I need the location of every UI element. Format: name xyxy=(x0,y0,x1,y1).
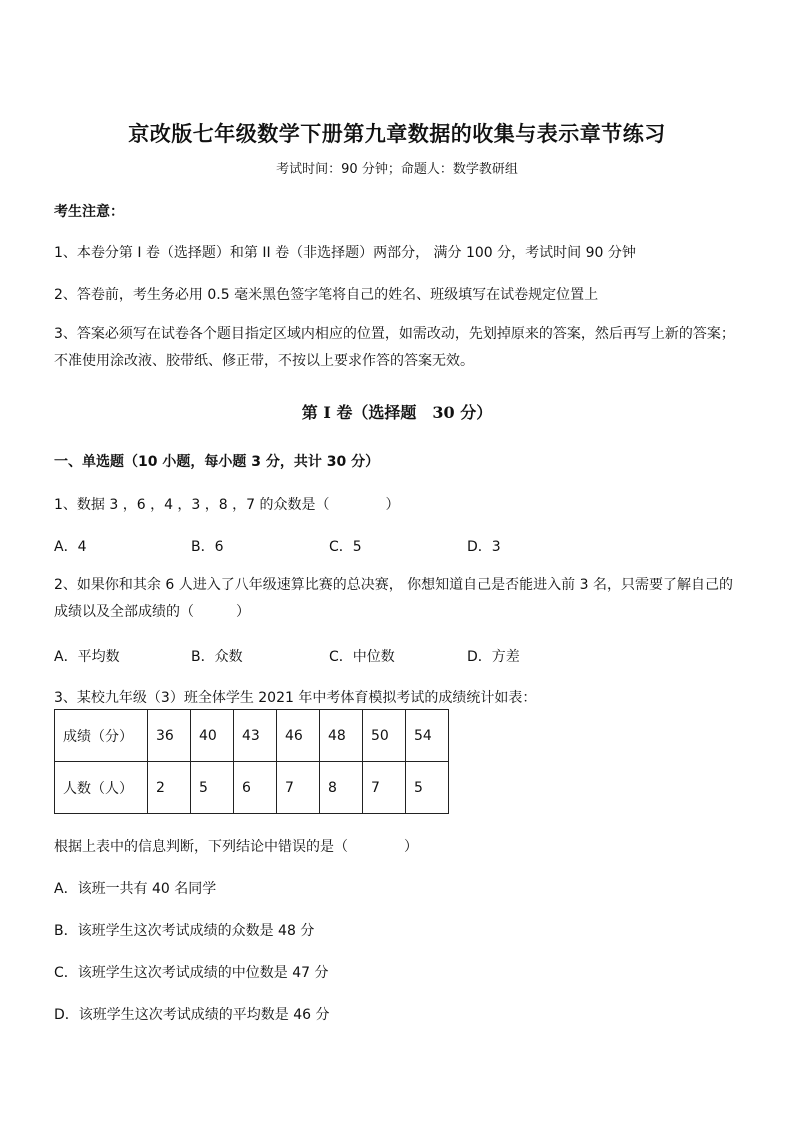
option-b: B．该班学生这次考试成绩的众数是 48 分 xyxy=(54,923,315,939)
table-cell: 5 xyxy=(191,762,234,814)
table-cell: 36 xyxy=(148,710,191,762)
notice-item: 1、本卷分第 I 卷（选择题）和第 II 卷（非选择题）两部分， 满分 100 分，考试时间 90 分钟 xyxy=(54,245,636,261)
score-table xyxy=(54,709,449,814)
table-cell: 43 xyxy=(234,710,277,762)
page-subtitle: 考试时间：90 分钟；命题人：数学教研组 xyxy=(276,162,518,177)
question-stem: 1、数据 3 ，6 ，4 ，3 ，8 ，7 的众数是（ ） xyxy=(54,497,400,513)
section-title: 第 I 卷（选择题 30 分） xyxy=(301,403,493,422)
table-cell: 8 xyxy=(320,762,363,814)
page-title: 京改版七年级数学下册第九章数据的收集与表示章节练习 xyxy=(128,121,666,146)
option-b: B．众数 xyxy=(191,649,243,665)
table-cell: 7 xyxy=(277,762,320,814)
notice-item: 2、答卷前，考生务必用 0.5 毫米黑色签字笔将自己的姓名、班级填写在试卷规定位置上 xyxy=(54,287,599,303)
notice-heading: 考生注意： xyxy=(54,204,124,220)
table-header-cell: 成绩（分） xyxy=(55,710,148,762)
option-a: A．4 xyxy=(54,539,87,555)
option-d: D．3 xyxy=(467,539,501,555)
table-cell: 40 xyxy=(191,710,234,762)
option-c: C．5 xyxy=(329,539,362,555)
part-heading: 一、单选题（10 小题，每小题 3 分，共计 30 分） xyxy=(54,454,380,470)
option-a: A．平均数 xyxy=(54,649,120,665)
notice-item: 3、答案必须写在试卷各个题目指定区域内相应的位置，如需改动，先划掉原来的答案，然后再写上新的答案；不准使用涂改液、胶带纸、修正带，不按以上要求作答的答案无效。 xyxy=(54,326,735,369)
table-cell: 2 xyxy=(148,762,191,814)
option-d: D．该班学生这次考试成绩的平均数是 46 分 xyxy=(54,1007,330,1023)
question-stem: 2、如果你和其余 6 人进入了八年级速算比赛的总决赛， 你想知道自己是否能进入前 3 名，只需要了解自己的成绩以及全部成绩的（ ） xyxy=(54,577,733,620)
table-cell: 6 xyxy=(234,762,277,814)
table-cell: 54 xyxy=(406,710,449,762)
table-row xyxy=(55,710,449,762)
table-header-cell: 人数（人） xyxy=(55,762,148,814)
table-row xyxy=(55,762,449,814)
option-d: D．方差 xyxy=(467,649,520,665)
table-cell: 46 xyxy=(277,710,320,762)
option-a: A．该班一共有 40 名同学 xyxy=(54,881,217,897)
question-stem: 3、某校九年级（3）班全体学生 2021 年中考体育模拟考试的成绩统计如表： xyxy=(54,690,537,706)
option-c: C．该班学生这次考试成绩的中位数是 47 分 xyxy=(54,965,329,981)
table-cell: 7 xyxy=(363,762,406,814)
table-cell: 48 xyxy=(320,710,363,762)
option-b: B．6 xyxy=(191,539,224,555)
table-cell: 50 xyxy=(363,710,406,762)
option-c: C．中位数 xyxy=(329,649,395,665)
question-followup: 根据上表中的信息判断，下列结论中错误的是（ ） xyxy=(54,839,418,855)
table-cell: 5 xyxy=(406,762,449,814)
